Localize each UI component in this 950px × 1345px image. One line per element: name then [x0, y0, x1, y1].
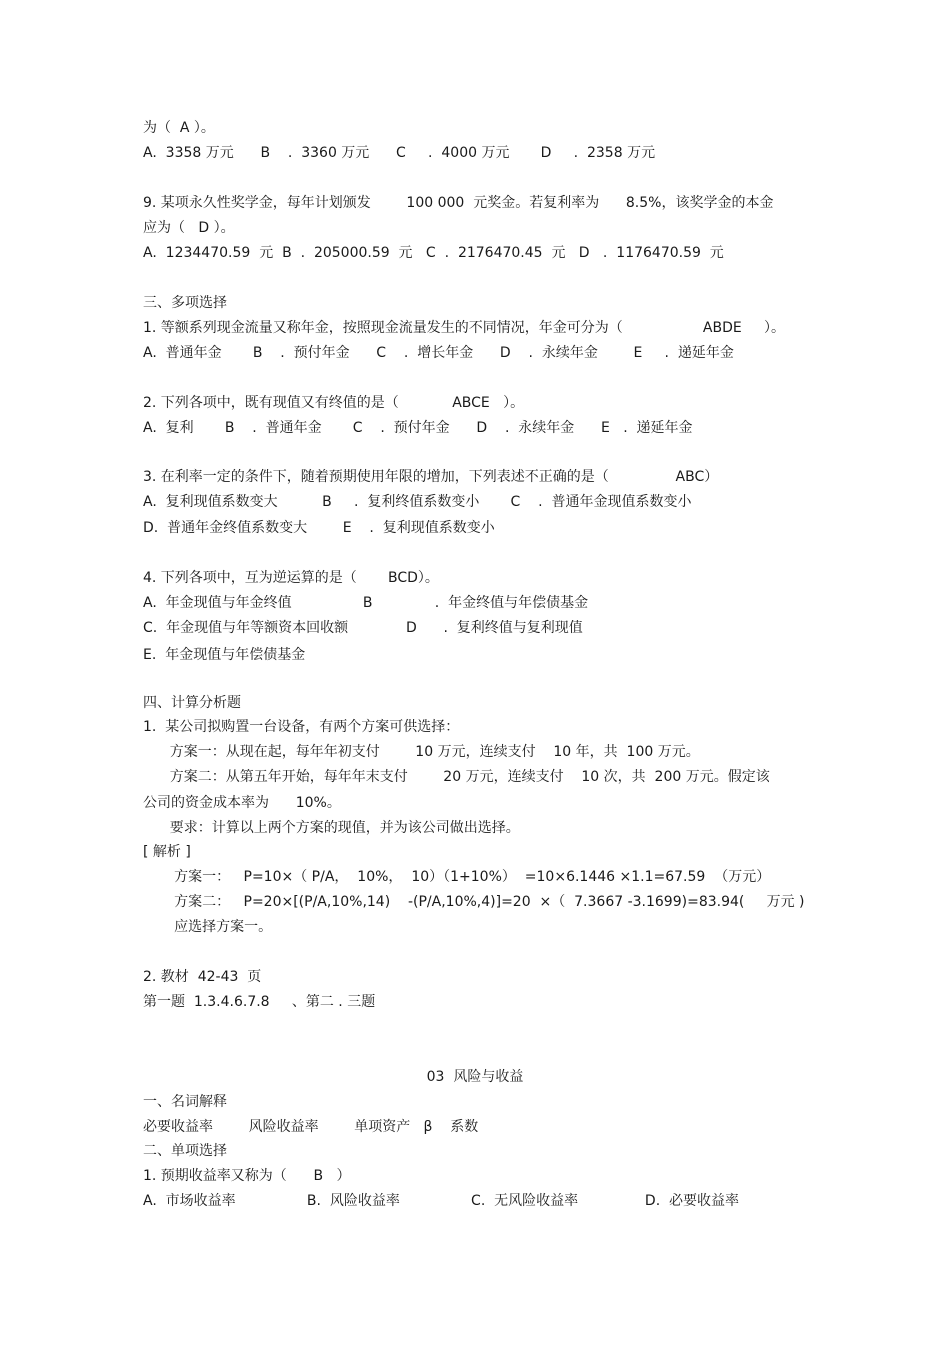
- text-line: 第一题 1.3.4.6.7.8 、第二 . 三题: [143, 994, 376, 1010]
- text-line: 应选择方案一。: [143, 919, 273, 935]
- text-line: 为（ A ）。: [143, 120, 215, 136]
- section-heading: 四、计算分析题: [143, 695, 241, 711]
- text-line: 方案一： P=10×（ P/A， 10%， 10）（1+10%） =10×6.1446 ×1.1=67.59 （万元）: [143, 869, 771, 885]
- text-line: A. 普通年金 B . 预付年金 C . 增长年金 D . 永续年金 E . 递延年金: [143, 345, 734, 361]
- text-line: 方案二： P=20×[(P/A,10%,14) -(P/A,10%,4)]=20 ×（ 7.3667 -3.1699)=83.94( 万元 ): [143, 894, 805, 910]
- text-line: 方案一：从现在起，每年年初支付 10 万元，连续支付 10 年，共 100 万元。: [143, 744, 700, 760]
- text-line: 1. 预期收益率又称为（ B ）: [143, 1168, 351, 1184]
- text-line: A. 年金现值与年金终值 B . 年金终值与年偿债基金: [143, 595, 589, 611]
- text-line: A. 市场收益率 B. 风险收益率 C. 无风险收益率 D. 必要收益率: [143, 1193, 740, 1209]
- text-line: 必要收益率 风险收益率 单项资产 β 系数: [143, 1119, 479, 1135]
- text-line: 1. 等额系列现金流量又称年金，按照现金流量发生的不同情况，年金可分为（ ABDE ）。: [143, 320, 785, 336]
- text-line: 公司的资金成本率为 10%。: [143, 795, 341, 811]
- text-line: 2. 下列各项中，既有现值又有终值的是（ ABCE ）。: [143, 395, 525, 411]
- text-line: 方案二：从第五年开始，每年年末支付 20 万元，连续支付 10 次，共 200 万元。假定该: [143, 769, 770, 785]
- text-line: A. 复利 B . 普通年金 C . 预付年金 D . 永续年金 E . 递延年金: [143, 420, 693, 436]
- chapter-title: 03 风险与收益: [426, 1069, 524, 1085]
- text-line: 1. 某公司拟购置一台设备，有两个方案可供选择：: [143, 719, 460, 735]
- text-line: C. 年金现值与年等额资本回收额 D . 复利终值与复利现值: [143, 620, 583, 636]
- text-line: A. 复利现值系数变大 B . 复利终值系数变小 C . 普通年金现值系数变小: [143, 494, 692, 510]
- text-line: 4. 下列各项中，互为逆运算的是（ BCD）。: [143, 570, 439, 586]
- text-line: 9. 某项永久性奖学金，每年计划颁发 100 000 元奖金。若复利率为 8.5%，该奖学金的本金: [143, 195, 774, 211]
- text-line: A. 3358 万元 B . 3360 万元 C . 4000 万元 D . 2358 万元: [143, 145, 656, 161]
- text-line: 要求：计算以上两个方案的现值，并为该公司做出选择。: [143, 820, 520, 836]
- text-line: 应为（ D ）。: [143, 220, 235, 236]
- text-line: E. 年金现值与年偿债基金: [143, 647, 306, 663]
- text-line: 3. 在利率一定的条件下，随着预期使用年限的增加，下列表述不正确的是（ ABC）: [143, 469, 719, 485]
- section-heading: 三、多项选择: [143, 295, 227, 311]
- text-line: D. 普通年金终值系数变大 E . 复利现值系数变小: [143, 520, 495, 536]
- section-heading: 一、名词解释: [143, 1094, 227, 1110]
- text-line: A. 1234470.59 元 B . 205000.59 元 C . 2176470.45 元 D . 1176470.59 元: [143, 245, 724, 261]
- text-line: [ 解析 ]: [143, 844, 191, 860]
- section-heading: 二、单项选择: [143, 1143, 227, 1159]
- text-line: 2. 教材 42-43 页: [143, 969, 262, 985]
